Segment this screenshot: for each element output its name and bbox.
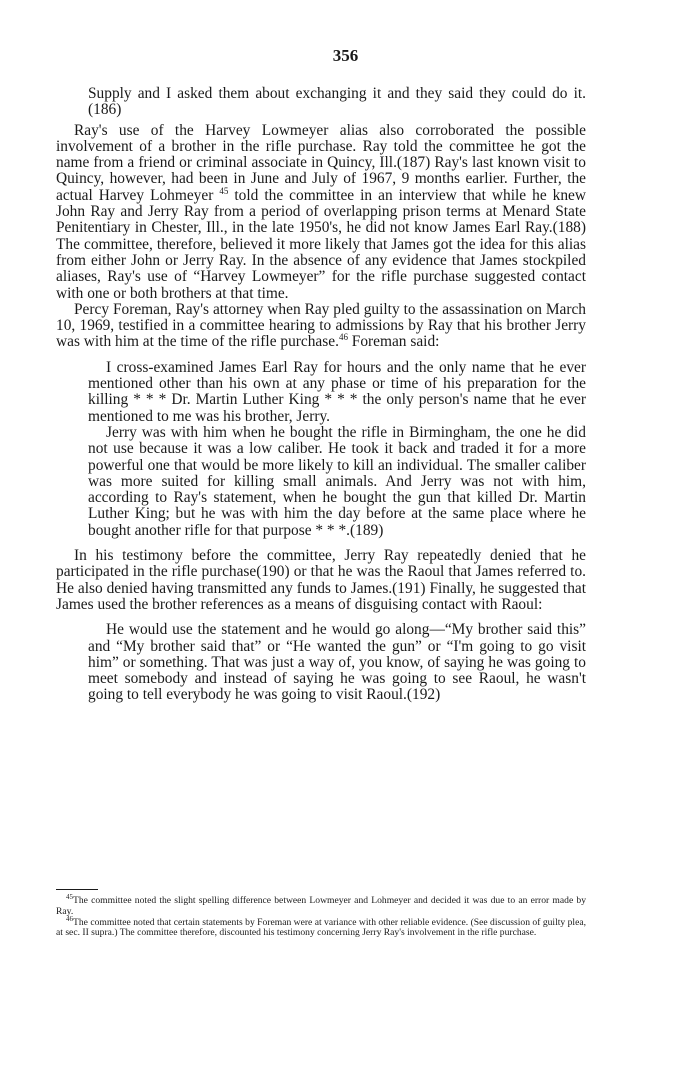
paragraph-continued: Supply and I asked them about exchanging it and they said they could do it.(186) (88, 85, 586, 119)
footnote-text: The committee noted that certain statements by Foreman were at variance with other reliable evidence. (See discussion of guilty plea, at sec. II supra.) The committee therefore, discounted his testimony concerning Jerry Ray's involvement in the rifle purchase. (56, 916, 586, 939)
page-number: 356 (332, 46, 359, 65)
block-quote-foreman (88, 360, 586, 539)
paragraph-text: Percy Foreman, Ray's attorney when Ray pled guilty to the assassination on March 10, 1969, testified in a committee hearing to admissions by Ray that his brother Jerry was with him at the time of the rifle purchase. (56, 300, 586, 351)
footnotes (56, 889, 586, 939)
paragraph-text-cont: Foreman said: (351, 333, 440, 351)
paragraph-text: Ray's use of the Harvey Lowmeyer alias also corroborated the possible involvement of a brother in the rifle purchase. Ray told the committee he got the name from a friend or criminal associate in Quincy, Ill.(187) Ray's last known visit to Quincy, however, had been in June and July of 1967, 9 months earlier. Further, the actual Harvey Lohmeyer (56, 121, 586, 204)
footnote-mark: 45 (66, 892, 73, 901)
footnote-text: The committee noted the slight spelling difference between Lowmeyer and Lohmeyer and decided it was due to an error made by Ray. (56, 895, 586, 917)
paragraph-foreman (56, 302, 586, 351)
footnote-ref-45[interactable]: 45 (219, 185, 229, 196)
footnote-divider (56, 889, 98, 890)
quote-paragraph: Jerry was with him when he bought the rifle in Birmingham, the one he did not use because it was a low caliber. He took it back and traded it for a more powerful one that would be more likely to kill an individual. The smaller caliber was more suited for killing small animals. And Jerry was not with him, according to Ray's statement, when he bought the gun that killed Dr. Martin Luther King; but he was with him the day before at the same place where he bought another rifle for that purpose * * *.(189) (88, 423, 586, 539)
quote-paragraph: I cross-examined James Earl Ray for hours and the only name that he ever mentioned other than his own at any phase or time of his preparation for the killing * * * Dr. Martin Luther King * * * the only person's name that he ever mentioned to me was his brother, Jerry. (88, 358, 586, 425)
footnote-45 (56, 892, 586, 918)
body-text (56, 86, 586, 704)
quote-paragraph: He would use the statement and he would go along—“My brother said this” and “My brother said that” or “He wanted the gun” or “I'm going to go visit him” or something. That was just a way of, you know, of saying he was going to meet somebody and instead of saying he was going to see Raoul, he wasn't going to tell everybody he was going to visit Raoul.(192) (88, 621, 586, 704)
footnote-mark: 46 (66, 914, 73, 923)
paragraph-jerry-testimony: In his testimony before the committee, Jerry Ray repeatedly denied that he participated in the rifle purchase(190) or that he was the Raoul that James referred to. He also denied having transmitted any funds to James.(191) Finally, he suggested that James used the brother references as a means of disguising contact with Raoul: (56, 547, 586, 613)
footnote-46 (56, 914, 586, 940)
footnote-ref-46[interactable]: 46 (338, 332, 348, 343)
block-quote-jerry (88, 622, 586, 703)
paragraph-text-cont: told the committee in an interview that while he knew John Ray and Jerry Ray from a period of overlapping prison terms at Menard State Penitentiary in Chester, Ill., in the late 1950's, he did not know James Earl Ray.(188) The committee, therefore, believed it more likely that James got the idea for this alias from either John or Jerry Ray. In the absence of any evidence that James stockpiled aliases, Ray's use of “Harvey Lowmeyer” for the rifle purchase suggested contact with one or both brothers at that time. (56, 186, 587, 302)
paragraph-lowmeyer-alias (56, 123, 586, 302)
